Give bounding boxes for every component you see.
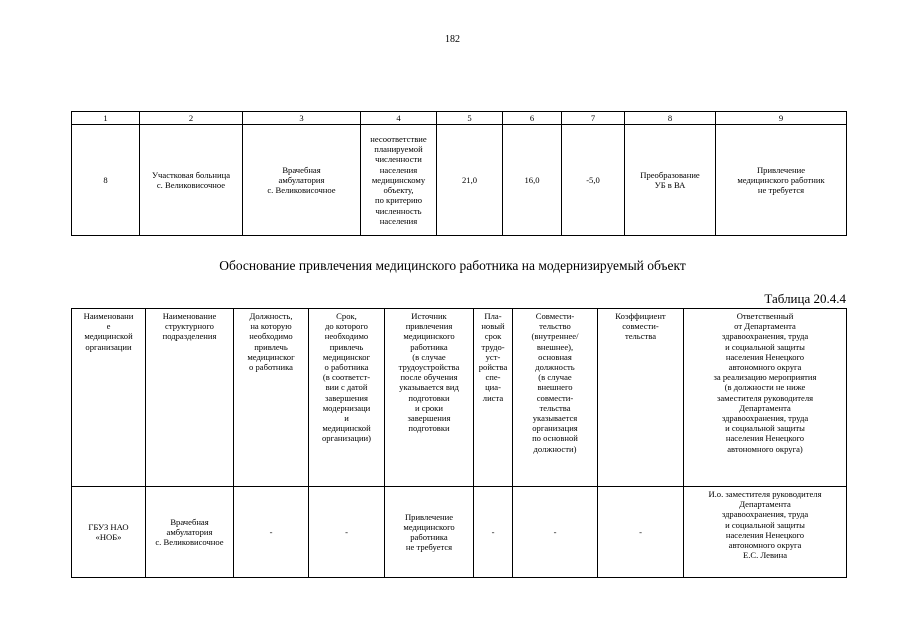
- cell-part-time: -: [513, 487, 598, 578]
- table-row: [72, 125, 847, 236]
- header-position: Должность, на которую необходимо привлечь медицинског о работника: [234, 309, 309, 487]
- section-title: Обоснование привлечения медицинского работника на модернизируемый объект: [219, 258, 686, 273]
- cell-deadline: -: [309, 487, 385, 578]
- header-coefficient: Коэффициент совмести- тельства: [598, 309, 684, 487]
- table-row: [72, 487, 847, 578]
- header-organization: Наименовани е медицинской организации: [72, 309, 146, 487]
- cell-subdivision: Врачебная амбулатория с. Великовисочное: [146, 487, 234, 578]
- cell-source: Привлечение медицинского работника не требуется: [385, 487, 474, 578]
- table-staffing: [71, 308, 847, 578]
- column-number-3: 3: [243, 112, 361, 125]
- table-norms: [71, 111, 847, 236]
- header-source: Источник привлечения медицинского работника (в случае трудоустройства после обучения указывается вид подготовки и сроки завершения подготовки: [385, 309, 474, 487]
- table-header-row: [72, 309, 847, 487]
- cell-facility: Участковая больница с. Великовисочное: [140, 125, 243, 236]
- column-number-5: 5: [437, 112, 503, 125]
- cell-transformation: Преобразование УБ в ВА: [625, 125, 716, 236]
- header-deadline: Срок, до которого необходимо привлечь медицинског о работника (в соответст- вии с датой завершения модернизаци и медицинской организации): [309, 309, 385, 487]
- column-number-6: 6: [503, 112, 562, 125]
- cell-coefficient: -: [598, 487, 684, 578]
- column-number-1: 1: [72, 112, 140, 125]
- column-number-8: 8: [625, 112, 716, 125]
- cell-value-7: -5,0: [562, 125, 625, 236]
- column-number-7: 7: [562, 112, 625, 125]
- column-number-9: 9: [716, 112, 847, 125]
- cell-responsible: И.о. заместителя руководителя Департамента здравоохранения, труда и социальной защиты населения Ненецкого автономного округа Е.С. Левина: [684, 487, 847, 578]
- cell-reason: несоответствие планируемой численности населения медицинскому объекту, по критерию численность населения: [361, 125, 437, 236]
- cell-target-facility: Врачебная амбулатория с. Великовисочное: [243, 125, 361, 236]
- column-number-2: 2: [140, 112, 243, 125]
- cell-staffing: Привлечение медицинского работник не требуется: [716, 125, 847, 236]
- cell-value-6: 16,0: [503, 125, 562, 236]
- header-planned-date: Пла- новый срок трудо- уст- ройства спе- циа- листа: [474, 309, 513, 487]
- cell-organization: ГБУЗ НАО «НОБ»: [72, 487, 146, 578]
- page-number: 182: [445, 34, 460, 45]
- header-responsible: Ответственный от Департамента здравоохранения, труда и социальной защиты населения Ненецкого автономного округа за реализацию мероприятия (в должности не ниже заместителя руководителя Департамента здравоохранения, труда и социальной защиты населения Ненецкого автономного округа): [684, 309, 847, 487]
- cell-row-number: 8: [72, 125, 140, 236]
- header-part-time: Совмести- тельство (внутреннее/ внешнее), основная должность (в случае внешнего совмести- тельства указывается организация по основной должности): [513, 309, 598, 487]
- table-label: Таблица 20.4.4: [764, 291, 846, 306]
- table-header-row: [72, 112, 847, 125]
- header-subdivision: Наименование структурного подразделения: [146, 309, 234, 487]
- cell-position: -: [234, 487, 309, 578]
- cell-planned-date: -: [474, 487, 513, 578]
- column-number-4: 4: [361, 112, 437, 125]
- cell-value-5: 21,0: [437, 125, 503, 236]
